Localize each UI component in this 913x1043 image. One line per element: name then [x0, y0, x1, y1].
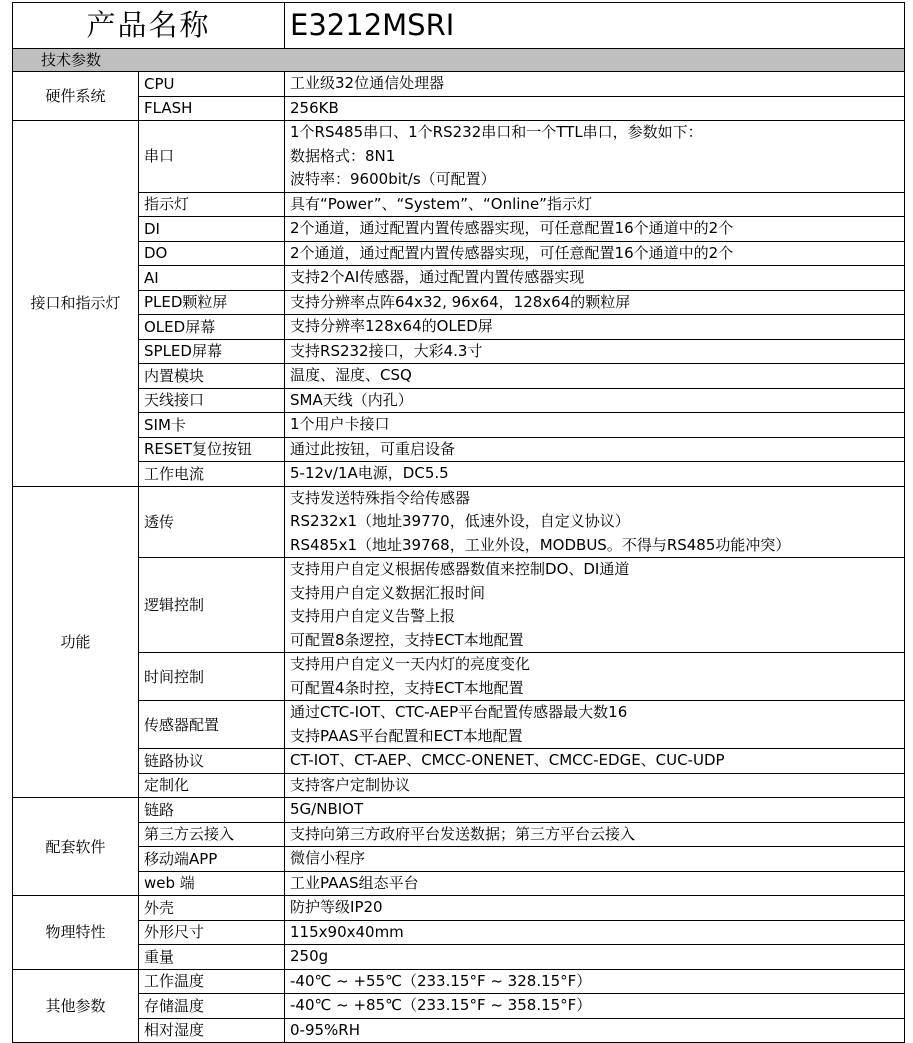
item-value-cell	[285, 486, 905, 558]
spec-row	[13, 96, 905, 121]
spec-row	[13, 822, 905, 847]
item-name-cell: 链路	[139, 798, 285, 823]
item-name-cell: 移动端APP	[139, 847, 285, 872]
item-value-cell	[285, 969, 905, 994]
value-line: 支持客户定制协议	[290, 775, 411, 794]
item-value-cell	[285, 266, 905, 291]
spec-row	[13, 701, 905, 749]
item-name-cell: PLED颗粒屏	[139, 290, 285, 315]
item-name-cell: SPLED屏幕	[139, 339, 285, 364]
value-line: 1个RS485串口、1个RS232串口和一个TTL串口，参数如下：	[290, 123, 703, 141]
item-value-cell	[285, 653, 905, 701]
value-line: CT-IOT、CT-AEP、CMCC-ONENET、CMCC-EDGE、CUC-UDP	[290, 751, 725, 769]
spec-row	[13, 121, 905, 193]
item-value-cell	[285, 896, 905, 921]
value-line: 支持2个AI传感器，通过配置内置传感器实现	[290, 268, 585, 286]
spec-table	[12, 2, 905, 1043]
value-line: 支持用户自定义一天内灯的亮度变化	[290, 655, 531, 673]
value-line: RS485x1（地址39768，工业外设，MODBUS。不得与RS485功能冲突）	[290, 535, 791, 554]
spec-row	[13, 266, 905, 291]
value-line: 数据格式：8N1	[290, 146, 396, 165]
item-value-cell	[285, 388, 905, 413]
item-name-cell: FLASH	[139, 96, 285, 121]
item-value-cell	[285, 920, 905, 945]
item-name-cell: 时间控制	[139, 653, 285, 701]
item-name-cell: 内置模块	[139, 364, 285, 389]
value-line: 支持RS232接口，大彩4.3寸	[290, 341, 483, 360]
category-cell: 其他参数	[13, 969, 139, 1043]
value-line: 通过此按钮，可重启设备	[290, 439, 456, 458]
value-line: 支持用户自定义根据传感器数值来控制DO、DI通道	[290, 560, 630, 578]
spec-row	[13, 364, 905, 389]
item-value-cell	[285, 1018, 905, 1043]
value-line: RS232x1（地址39770，低速外设，自定义协议）	[290, 512, 630, 530]
value-line: 256KB	[290, 98, 339, 117]
spec-row	[13, 847, 905, 872]
spec-row	[13, 749, 905, 774]
category-cell: 物理特性	[13, 896, 139, 970]
spec-row	[13, 896, 905, 921]
item-value-cell	[285, 462, 905, 487]
value-line: 温度、湿度、CSQ	[290, 366, 412, 384]
item-value-cell	[285, 994, 905, 1019]
value-line: 具有“Power”、“System”、“Online”指示灯	[290, 194, 592, 213]
value-line: 250g	[290, 947, 329, 965]
title-row	[13, 3, 905, 49]
item-name-cell: 天线接口	[139, 388, 285, 413]
item-value-cell	[285, 72, 905, 97]
value-line: 可配置8条逻控，支持ECT本地配置	[290, 630, 524, 649]
value-line: 5G/NBIOT	[290, 800, 364, 818]
spec-row	[13, 192, 905, 217]
item-name-cell: DO	[139, 241, 285, 266]
item-value-cell	[285, 339, 905, 364]
spec-row	[13, 290, 905, 315]
value-line: 1个用户卡接口	[290, 415, 390, 433]
spec-row	[13, 437, 905, 462]
spec-row	[13, 773, 905, 798]
section-title: 技术参数	[13, 49, 905, 72]
spec-row	[13, 798, 905, 823]
spec-row	[13, 945, 905, 970]
item-name-cell: 存储温度	[139, 994, 285, 1019]
value-line: 支持用户自定义数据汇报时间	[290, 583, 486, 602]
item-name-cell: 链路协议	[139, 749, 285, 774]
spec-row	[13, 388, 905, 413]
value-line: 支持用户自定义告警上报	[290, 607, 456, 625]
item-value-cell	[285, 749, 905, 774]
item-name-cell: 定制化	[139, 773, 285, 798]
item-name-cell: 相对湿度	[139, 1018, 285, 1043]
item-value-cell	[285, 945, 905, 970]
spec-table-body	[13, 3, 905, 1043]
value-line: 支持PAAS平台配置和ECT本地配置	[290, 726, 523, 745]
value-line: -40℃ ~ +85℃（233.15°F ~ 358.15°F）	[290, 996, 592, 1014]
spec-row	[13, 969, 905, 994]
item-value-cell	[285, 364, 905, 389]
spec-row	[13, 1018, 905, 1043]
item-value-cell	[285, 798, 905, 823]
item-name-cell: 外壳	[139, 896, 285, 921]
item-value-cell	[285, 822, 905, 847]
item-value-cell	[285, 96, 905, 121]
spec-row	[13, 315, 905, 340]
item-value-cell	[285, 437, 905, 462]
spec-row	[13, 241, 905, 266]
item-name-cell: 透传	[139, 486, 285, 558]
category-cell: 功能	[13, 486, 139, 798]
item-value-cell	[285, 290, 905, 315]
value-line: -40℃ ~ +55℃（233.15°F ~ 328.15°F）	[290, 971, 592, 990]
value-line: 支持向第三方政府平台发送数据；第三方平台云接入	[290, 824, 636, 843]
value-line: 支持分辨率点阵64x32, 96x64，128x64的颗粒屏	[290, 292, 631, 311]
spec-row	[13, 920, 905, 945]
item-value-cell	[285, 315, 905, 340]
item-name-cell: 工作电流	[139, 462, 285, 487]
item-name-cell: RESET复位按钮	[139, 437, 285, 462]
spec-row	[13, 486, 905, 558]
item-value-cell	[285, 413, 905, 438]
value-line: 支持发送特殊指令给传感器	[290, 488, 471, 507]
item-name-cell: 传感器配置	[139, 701, 285, 749]
item-value-cell	[285, 773, 905, 798]
category-cell: 硬件系统	[13, 72, 139, 121]
item-name-cell: 重量	[139, 945, 285, 970]
value-line: 微信小程序	[290, 849, 366, 867]
item-name-cell: OLED屏幕	[139, 315, 285, 340]
value-line: 2个通道，通过配置内置传感器实现，可任意配置16个通道中的2个	[290, 219, 734, 237]
item-value-cell	[285, 871, 905, 896]
value-line: 可配置4条时控，支持ECT本地配置	[290, 678, 524, 697]
spec-row	[13, 558, 905, 653]
value-line: 工业级32位通信处理器	[290, 74, 445, 92]
spec-row	[13, 339, 905, 364]
item-name-cell: 逻辑控制	[139, 558, 285, 653]
value-line: 波特率：9600bit/s（可配置）	[290, 170, 496, 188]
item-name-cell: SIM卡	[139, 413, 285, 438]
value-line: 2个通道，通过配置内置传感器实现，可任意配置16个通道中的2个	[290, 243, 734, 262]
item-name-cell: web 端	[139, 871, 285, 896]
item-name-cell: CPU	[139, 72, 285, 97]
spec-row	[13, 653, 905, 701]
value-line: SMA天线（内孔）	[290, 390, 413, 409]
item-value-cell	[285, 847, 905, 872]
item-value-cell	[285, 241, 905, 266]
item-value-cell	[285, 192, 905, 217]
product-name-value: E3212MSRI	[285, 3, 905, 49]
value-line: 115x90x40mm	[290, 922, 404, 941]
item-name-cell: 外形尺寸	[139, 920, 285, 945]
spec-row	[13, 462, 905, 487]
item-value-cell	[285, 701, 905, 749]
item-name-cell: 工作温度	[139, 969, 285, 994]
item-name-cell: AI	[139, 266, 285, 291]
item-name-cell: 指示灯	[139, 192, 285, 217]
value-line: 5-12v/1A电源，DC5.5	[290, 464, 449, 482]
spec-row	[13, 871, 905, 896]
spec-row	[13, 72, 905, 97]
section-row	[13, 49, 905, 72]
category-cell: 接口和指示灯	[13, 121, 139, 487]
category-cell: 配套软件	[13, 798, 139, 896]
value-line: 支持分辨率128x64的OLED屏	[290, 317, 493, 335]
item-name-cell: 第三方云接入	[139, 822, 285, 847]
item-name-cell: 串口	[139, 121, 285, 193]
value-line: 通过CTC-IOT、CTC-AEP平台配置传感器最大数16	[290, 703, 628, 721]
spec-row	[13, 413, 905, 438]
item-value-cell	[285, 558, 905, 653]
value-line: 防护等级IP20	[290, 898, 383, 916]
product-name-label: 产品名称	[13, 3, 285, 49]
spec-row	[13, 217, 905, 242]
value-line: 0-95%RH	[290, 1020, 361, 1039]
spec-row	[13, 994, 905, 1019]
value-line: 工业PAAS组态平台	[290, 873, 419, 892]
item-name-cell: DI	[139, 217, 285, 242]
item-value-cell	[285, 217, 905, 242]
item-value-cell	[285, 121, 905, 193]
